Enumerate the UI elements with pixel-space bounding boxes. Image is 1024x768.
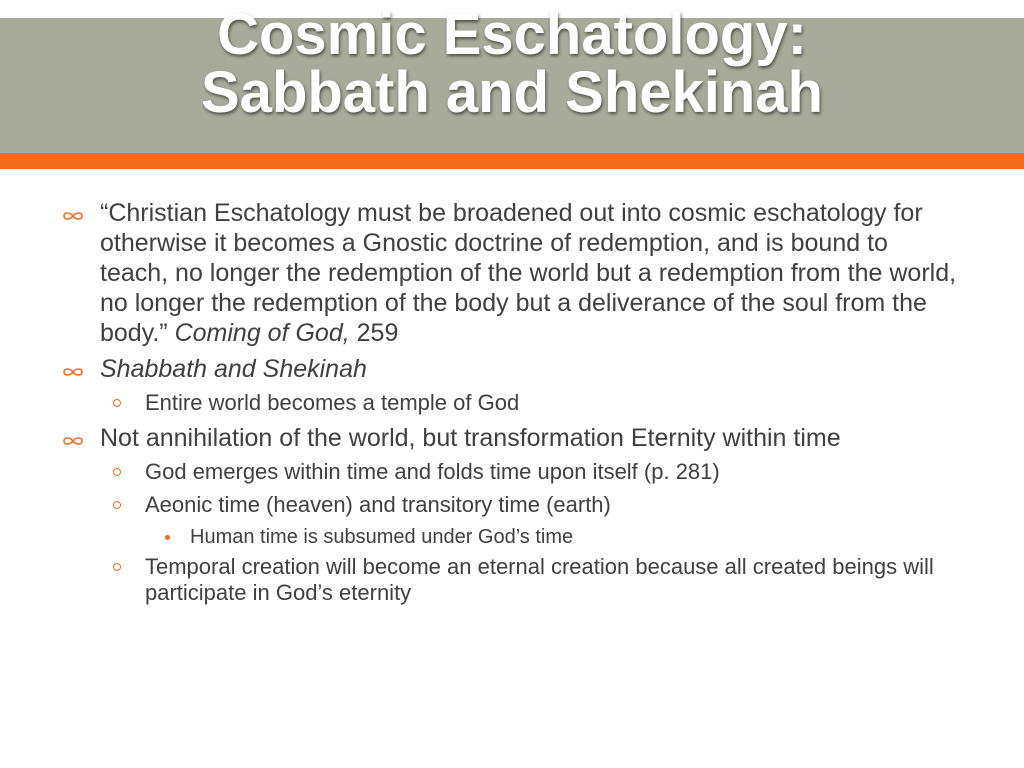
bullet-quote (62, 198, 962, 348)
circle-bullet-icon (113, 563, 121, 571)
infinity-bullet-icon (62, 367, 84, 377)
quote-page: 259 (349, 319, 399, 347)
quote-source: Coming of God, (174, 319, 350, 347)
sub-sub-bullet-human-time (62, 525, 962, 549)
sub-bullet-emerges (62, 459, 962, 485)
circle-bullet-icon (113, 468, 121, 476)
circle-bullet-icon (113, 399, 121, 407)
sub-bullet-aeonic (62, 492, 962, 518)
sub-bullet-temporal (62, 554, 962, 606)
circle-bullet-icon (113, 501, 121, 509)
aeonic-text: Aeonic time (heaven) and transitory time (earth) (145, 492, 611, 517)
slide-title-line-2: Sabbath and Shekinah (201, 60, 823, 125)
human-time-text: Human time is subsumed under God’s time (190, 526, 574, 548)
slide-title-line-1: Cosmic Eschatology: (217, 2, 807, 67)
infinity-bullet-icon (62, 436, 84, 446)
sub-bullet-temple (62, 390, 962, 416)
temple-text: Entire world becomes a temple of God (145, 390, 520, 415)
slide-content (62, 198, 962, 613)
bullet-annihilation (62, 423, 962, 453)
shabbath-text: Shabbath and Shekinah (100, 355, 367, 383)
temporal-text: Temporal creation will become an eternal creation because all created beings will participate in God’s eternity (145, 554, 934, 605)
bullet-shabbath (62, 354, 962, 384)
dot-bullet-icon (165, 535, 170, 540)
infinity-bullet-icon (62, 211, 84, 221)
annihilation-text: Not annihilation of the world, but transformation Eternity within time (100, 424, 841, 452)
slide-title (0, 2, 1024, 125)
quote-text: “Christian Eschatology must be broadened out into cosmic eschatology for otherwise it becomes a Gnostic doctrine of redemption, and is bound to teach, no longer the redemption of the world but a redemption from the world, no longer the redemption of the body but a deliverance of the soul from the body.” (100, 199, 957, 347)
emerges-text: God emerges within time and folds time upon itself (p. 281) (145, 459, 720, 484)
accent-bar (0, 153, 1024, 169)
